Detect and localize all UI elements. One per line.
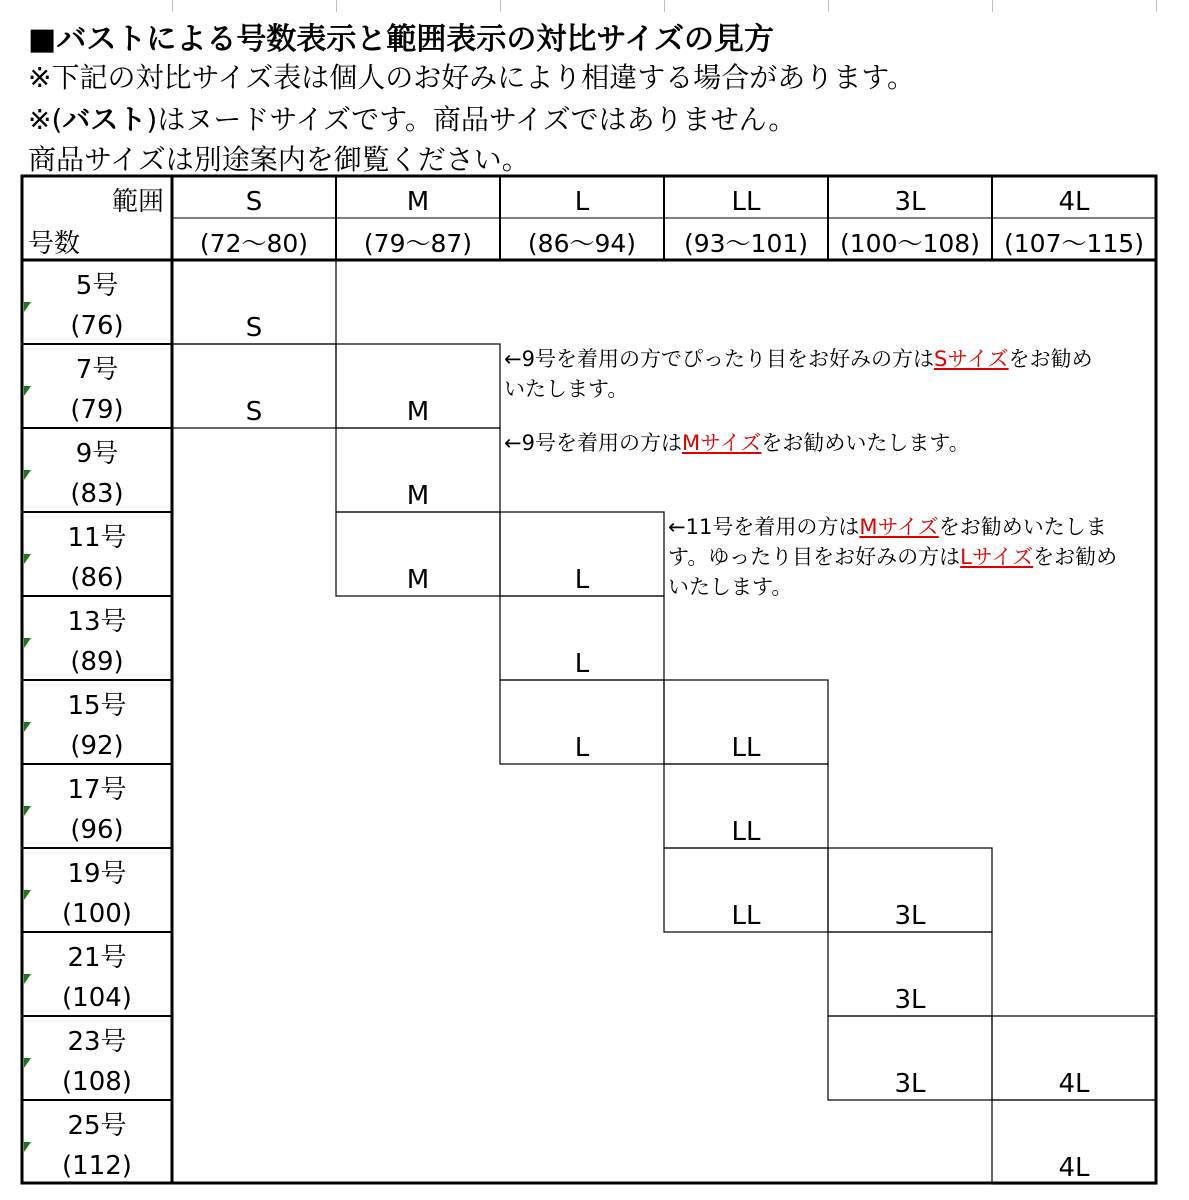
- comment-indicator-icon: [24, 302, 31, 312]
- column-size-LL: LL: [731, 187, 761, 217]
- size-cell-border: [828, 848, 992, 932]
- size-cell-border: [828, 932, 992, 1016]
- row-label-25号: 25号: [67, 1111, 127, 1141]
- size-cell-19号-LL: LL: [731, 901, 761, 931]
- comment-indicator-icon: [24, 722, 31, 732]
- row-bust-15号: (92): [70, 731, 124, 761]
- row-label-5号: 5号: [75, 271, 119, 301]
- size-cell-25号-4L: 4L: [1058, 1153, 1090, 1183]
- size-cell-border: [664, 848, 828, 932]
- corner-range-label: 範囲: [111, 187, 164, 217]
- size-cell-border: [992, 1100, 1156, 1184]
- column-size-4L: 4L: [1058, 187, 1090, 217]
- comment-indicator-icon: [24, 806, 31, 816]
- column-size-S: S: [245, 187, 263, 217]
- row-label-13号: 13号: [67, 607, 127, 637]
- column-size-M: M: [406, 187, 430, 217]
- size-cell-17号-LL: LL: [731, 817, 761, 847]
- column-size-3L: 3L: [894, 187, 926, 217]
- size-cell-15号-LL: LL: [731, 733, 761, 763]
- size-cell-border: [992, 1016, 1156, 1100]
- corner-number-label: 号数: [28, 229, 81, 259]
- row-bust-7号: (79): [70, 395, 124, 425]
- size-cell-15号-L: L: [574, 733, 590, 763]
- top-grid-strip: [0, 0, 1189, 12]
- comment-indicator-icon: [24, 554, 31, 564]
- comment-indicator-icon: [24, 470, 31, 480]
- note-bold-bust: バスト: [62, 103, 147, 136]
- row-label-23号: 23号: [67, 1027, 127, 1057]
- note-line-1: ※下記の対比サイズ表は個人のお好みにより相違する場合があります。: [28, 61, 915, 94]
- size-cell-border: [336, 344, 500, 428]
- row-bust-13号: (89): [70, 647, 124, 677]
- note-line-2: ※(バスト)はヌードサイズです。商品サイズではありません。: [28, 103, 797, 136]
- row-label-17号: 17号: [67, 775, 127, 805]
- size-cell-border: [500, 680, 664, 764]
- row-bust-23号: (108): [62, 1067, 132, 1097]
- row-bust-25号: (112): [62, 1151, 132, 1181]
- column-size-L: L: [574, 187, 590, 217]
- row-label-7号: 7号: [75, 355, 119, 385]
- size-cell-border: [172, 344, 336, 428]
- size-cell-13号-L: L: [574, 649, 590, 679]
- column-range-4L: (107〜115): [1004, 229, 1144, 258]
- size-cell-border: [336, 512, 500, 596]
- row-bust-9号: (83): [70, 479, 124, 509]
- comment-9go: ←9号を着用の方はMサイズをお勧めいたします。: [504, 431, 970, 455]
- size-cell-9号-M: M: [406, 481, 430, 511]
- comment-indicator-icon: [24, 974, 31, 984]
- table-frame: [22, 176, 1156, 1183]
- comment-indicator-icon: [24, 386, 31, 396]
- column-range-M: (79〜87): [363, 229, 473, 258]
- size-cell-border: [664, 680, 828, 764]
- row-label-19号: 19号: [67, 859, 127, 889]
- comment-indicator-icon: [24, 890, 31, 900]
- column-range-LL: (93〜101): [683, 229, 809, 258]
- row-bust-11号: (86): [70, 563, 124, 593]
- size-cell-border: [500, 512, 664, 596]
- size-cell-border: [664, 764, 828, 848]
- size-cell-11号-L: L: [574, 565, 590, 595]
- row-bust-5号: (76): [70, 311, 124, 341]
- comment-11go: ←11号を着用の方はMサイズをお勧めいたしま す。ゆったり目をお好みの方はLサイズをお勧め いたします。: [668, 515, 1118, 599]
- size-cell-23号-3L: 3L: [894, 1069, 926, 1099]
- row-label-21号: 21号: [67, 943, 127, 973]
- size-cell-11号-M: M: [406, 565, 430, 595]
- size-cell-21号-3L: 3L: [894, 985, 926, 1015]
- page-title: ■バストによる号数表示と範囲表示の対比サイズの見方: [28, 22, 774, 57]
- size-cell-23号-4L: 4L: [1058, 1069, 1090, 1099]
- column-range-3L: (100〜108): [840, 229, 980, 258]
- size-cell-border: [500, 596, 664, 680]
- row-bust-19号: (100): [62, 899, 132, 929]
- note-line-3: 商品サイズは別途案内を御覧ください。: [28, 143, 530, 176]
- row-bust-17号: (96): [70, 815, 124, 845]
- comment-indicator-icon: [24, 638, 31, 648]
- comment-indicator-icon: [24, 1058, 31, 1068]
- row-label-9号: 9号: [75, 439, 119, 469]
- size-cell-border: [828, 1016, 992, 1100]
- size-cell-border: [336, 428, 500, 512]
- size-cell-7号-M: M: [406, 397, 430, 427]
- column-range-S: (72〜80): [199, 229, 309, 258]
- size-cell-19号-3L: 3L: [894, 901, 926, 931]
- comment-9go-tight: ←9号を着用の方でぴったり目をお好みの方はSサイズをお勧め いたします。: [504, 347, 1093, 401]
- comment-indicator-icon: [24, 1142, 31, 1152]
- row-label-15号: 15号: [67, 691, 127, 721]
- size-cell-border: [172, 260, 336, 344]
- size-cell-5号-S: S: [245, 313, 263, 343]
- row-bust-21号: (104): [62, 983, 132, 1013]
- row-label-11号: 11号: [67, 523, 127, 553]
- size-cell-7号-S: S: [245, 397, 263, 427]
- column-range-L: (86〜94): [527, 229, 637, 258]
